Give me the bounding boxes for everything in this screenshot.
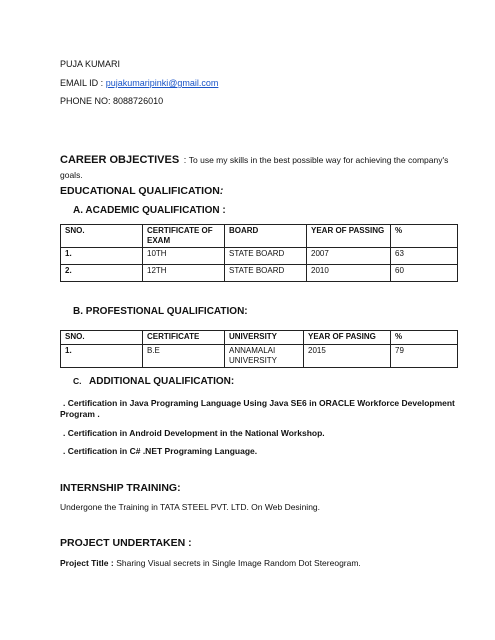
email-label: EMAIL ID :: [60, 78, 104, 88]
col-header: BOARD: [225, 225, 307, 248]
project-heading: PROJECT UNDERTAKEN :: [60, 537, 192, 549]
col-header: SNO.: [61, 331, 143, 345]
additional-item: . Certification in Android Development in the National Workshop.: [63, 428, 325, 438]
table-row: [61, 248, 458, 265]
table-cell: 1.: [61, 345, 143, 368]
education-heading: EDUCATIONAL QUALIFICATION: [60, 185, 220, 197]
project-title-row: [60, 556, 361, 570]
table-header-row: [61, 331, 458, 345]
col-header: SNO.: [61, 225, 143, 248]
professional-table: [60, 330, 458, 368]
table-cell: 10TH: [143, 248, 225, 265]
table-cell: 1.: [61, 248, 143, 265]
additional-heading-row: [73, 376, 234, 387]
table-cell: 79: [391, 345, 458, 368]
career-sep: :: [183, 155, 187, 165]
table-cell: STATE BOARD: [225, 248, 307, 265]
table-cell: 60: [391, 265, 458, 282]
additional-item: Program .: [60, 409, 100, 419]
career-heading: CAREER OBJECTIVES: [60, 154, 180, 166]
additional-heading: ADDITIONAL QUALIFICATION:: [89, 376, 235, 387]
additional-item: . Certification in C# .NET Programing Language.: [63, 446, 258, 456]
table-cell: 2007: [307, 248, 391, 265]
col-header: CERTIFICATE: [143, 331, 225, 345]
career-text-1: To use my skills in the best possible way for achieving the company's: [188, 155, 449, 165]
education-heading-suffix: :: [219, 185, 224, 197]
col-header: UNIVERSITY: [225, 331, 304, 345]
col-header: %: [391, 331, 458, 345]
career-objectives: [60, 153, 460, 182]
phone-value: 8088726010: [113, 96, 164, 106]
career-text-2: goals.: [60, 170, 83, 180]
table-cell: 2.: [61, 265, 143, 282]
email-link[interactable]: pujakumaripinki@gmail.com: [105, 78, 219, 88]
table-row: [61, 345, 458, 368]
phone-label: PHONE NO:: [60, 96, 111, 106]
internship-heading: INTERNSHIP TRAINING:: [60, 482, 181, 494]
additional-letter: C.: [73, 376, 82, 386]
col-header: YEAR OF PASING: [304, 331, 391, 345]
education-heading-row: [60, 185, 223, 197]
table-cell: 63: [391, 248, 458, 265]
professional-heading: B. PROFESTIONAL QUALIFICATION:: [73, 306, 248, 317]
project-title-label: Project Title :: [60, 558, 114, 568]
table-cell: 2010: [307, 265, 391, 282]
col-header: CERTIFICATE OF EXAM: [143, 225, 225, 248]
academic-heading: A. ACADEMIC QUALIFICATION :: [73, 205, 226, 216]
academic-table: [60, 224, 458, 282]
additional-item: . Certification in Java Programing Language Using Java SE6 in ORACLE Workforce Development: [63, 398, 455, 408]
table-row: [61, 265, 458, 282]
phone-row: [60, 96, 163, 106]
candidate-name: PUJA KUMARI: [60, 59, 121, 69]
table-cell: 12TH: [143, 265, 225, 282]
col-header: %: [391, 225, 458, 248]
table-cell: STATE BOARD: [225, 265, 307, 282]
internship-text: Undergone the Training in TATA STEEL PVT. LTD. On Web Desining.: [60, 502, 321, 512]
project-title-value: Sharing Visual secrets in Single Image Random Dot Stereogram.: [116, 558, 361, 568]
table-cell: B.E: [143, 345, 225, 368]
col-header: YEAR OF PASSING: [307, 225, 391, 248]
table-header-row: [61, 225, 458, 248]
table-cell: ANNAMALAI UNIVERSITY: [225, 345, 304, 368]
table-cell: 2015: [304, 345, 391, 368]
email-row: [60, 78, 218, 88]
